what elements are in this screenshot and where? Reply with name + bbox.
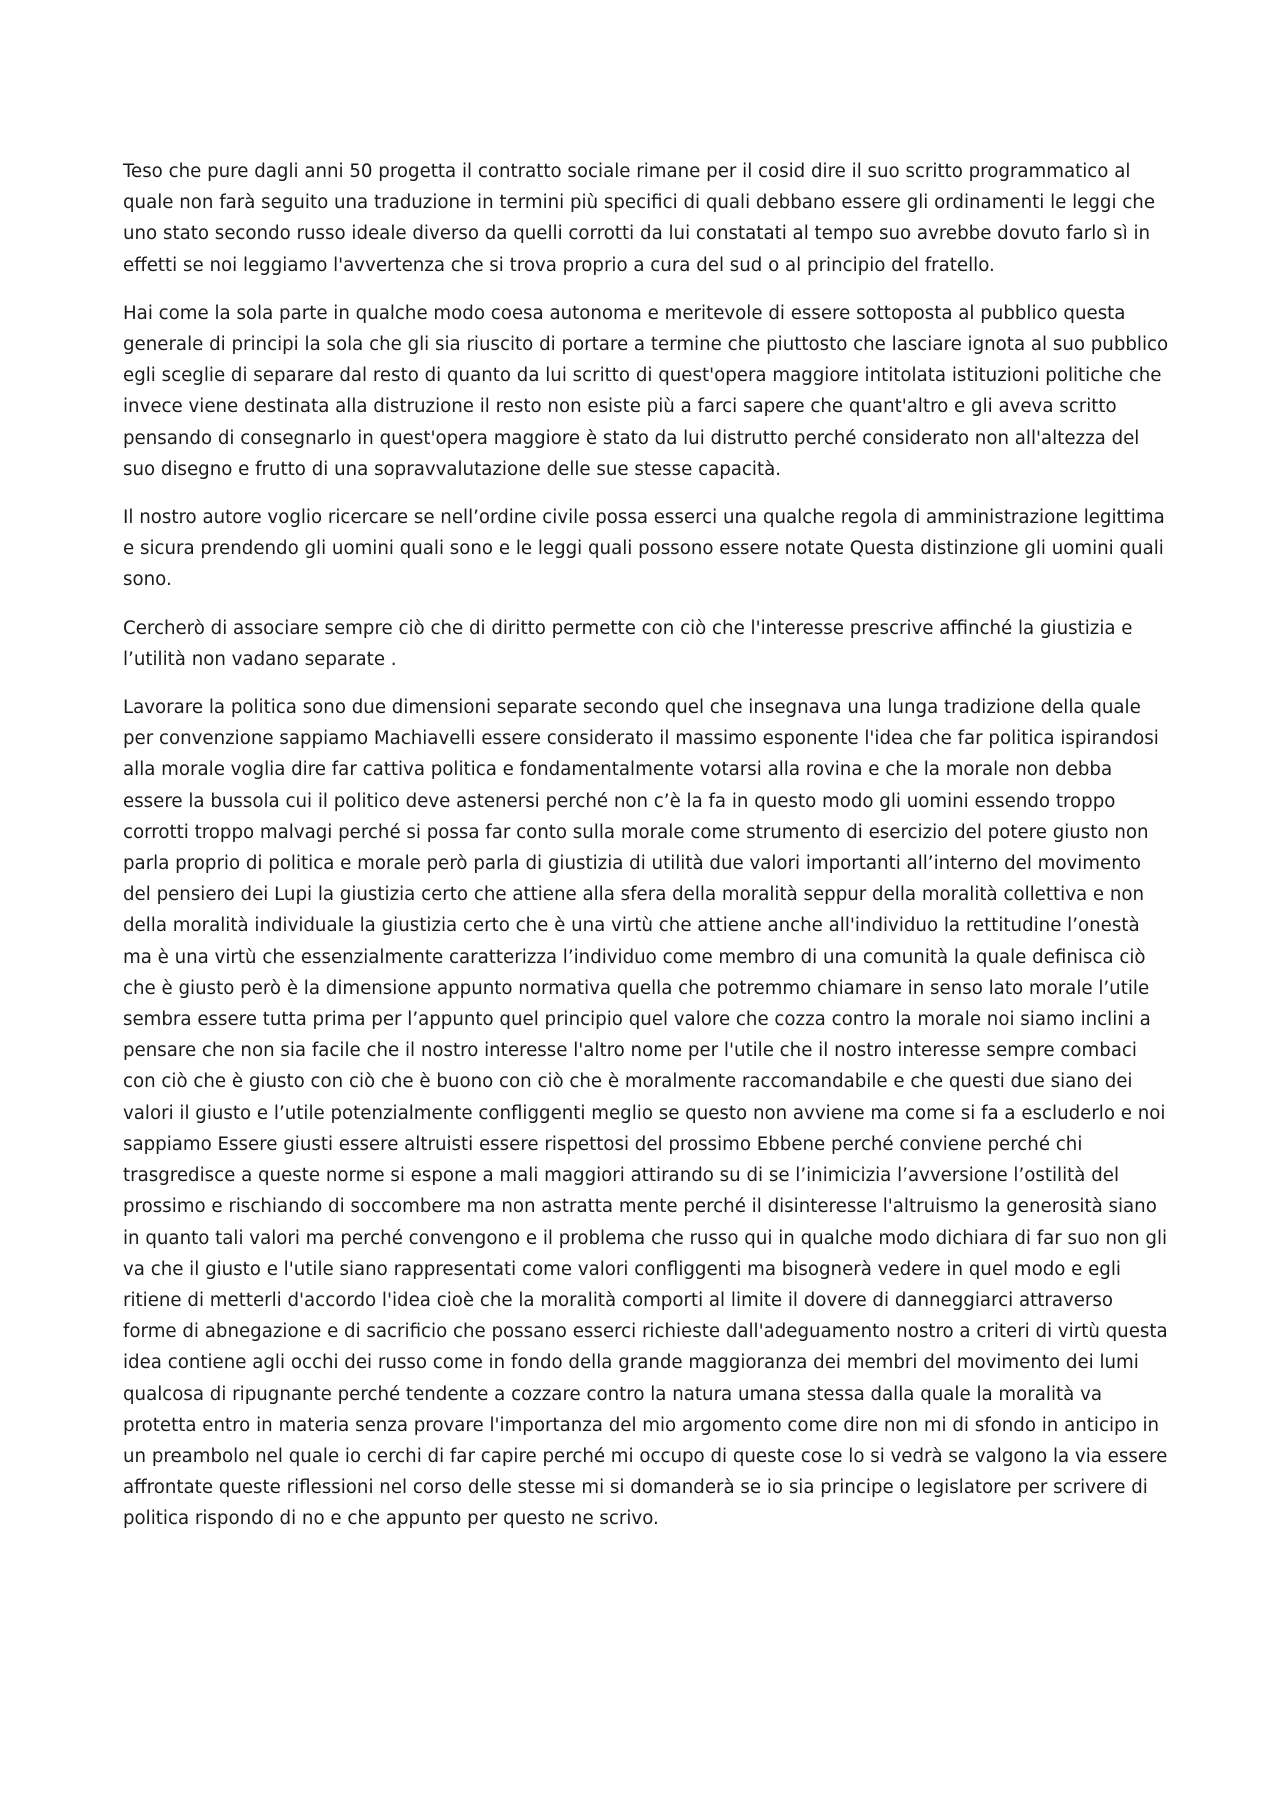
paragraph-3: Il nostro autore voglio ricercare se nell’ordine civile possa esserci una qualche regola di amministrazione legittima e sicura prendendo gli uomini quali sono e le leggi quali possono essere notate Questa distinzione gli uomini quali sono. [123,507,1165,591]
paragraph-2: Hai come la sola parte in qualche modo coesa autonoma e meritevole di essere sottoposta al pubblico questa generale di principi la sola che gli sia riuscito di portare a termine che piuttosto che lasciare ignota al suo pubblico egli sceglie di separare dal resto di quanto da lui scritto di quest'opera maggiore intitolata istituzioni politiche che invece viene destinata alla distruzione il resto non esiste più a farci sapere che quant'altro e gli aveva scritto pensando di consegnarlo in quest'opera maggiore è stato da lui distrutto perché considerato non all'altezza del suo disegno e frutto di una sopravvalutazione delle sue stesse capacità. [123,302,1169,480]
document-body [123,156,1169,1552]
paragraph-1: Teso che pure dagli anni 50 progetta il contratto sociale rimane per il cosid dire il suo scritto programmatico al quale non farà seguito una traduzione in termini più specifici di quali debbano essere gli ordinamenti le leggi che uno stato secondo russo ideale diverso da quelli corrotti da lui constatati al tempo suo avrebbe dovuto farlo sì in effetti se noi leggiamo l'avvertenza che si trova proprio a cura del sud o al principio del fratello. [123,161,1156,276]
paragraph-5: Lavorare la politica sono due dimensioni separate secondo quel che insegnava una lunga tradizione della quale per convenzione sappiamo Machiavelli essere considerato il massimo esponente l'idea che far politica ispirandosi alla morale voglia dire far cattiva politica e fondamentalmente votarsi alla rovina e che la morale non debba essere la bussola cui il politico deve astenersi perché non c’è la fa in questo modo gli uomini essendo troppo corrotti troppo malvagi perché si possa far conto sulla morale come strumento di esercizio del potere giusto non parla proprio di politica e morale però parla di giustizia di utilità due valori importanti all’interno del movimento del pensiero dei Lupi la giustizia certo che attiene alla sfera della moralità seppur della moralità collettiva e non della moralità individuale la giustizia certo che è una virtù che attiene anche all'individuo la rettitudine l’onestà ma è una virtù che essenzialmente caratterizza l’individuo come membro di una comunità la quale definisca ciò che è giusto però è la dimensione appunto normativa quella che potremmo chiamare in senso lato morale l’utile sembra essere tutta prima per l’appunto quel principio quel valore che cozza contro la morale noi siamo inclini a pensare che non sia facile che il nostro interesse l'altro nome per l'utile che il nostro interesse sempre combaci con ciò che è giusto con ciò che è buono con ciò che è moralmente raccomandabile e che questi due siano dei valori il giusto e l’utile potenzialmente confliggenti meglio se questo non avviene ma come si fa a escluderlo e noi sappiamo Essere giusti essere altruisti essere rispettosi del prossimo Ebbene perché conviene perché chi trasgredisce a queste norme si espone a mali maggiori attirando su di se l’inimicizia l’avversione l’ostilità del prossimo e rischiando di soccombere ma non astratta mente perché il disinteresse l'altruismo la generosità siano in quanto tali valori ma perché convengono e il problema che russo qui in qualche modo dichiara di far suo non gli va che il giusto e l'utile siano rappresentati come valori confliggenti ma bisognerà vedere in quel modo e egli ritiene di metterli d'accordo l'idea cioè che la moralità comporti al limite il dovere di danneggiarci attraverso forme di abnegazione e di sacrificio che possano esserci richieste dall'adeguamento nostro a criteri di virtù questa idea contiene agli occhi dei russo come in fondo della grande maggioranza dei membri del movimento dei lumi qualcosa di ripugnante perché tendente a cozzare contro la natura umana stessa dalla quale la moralità va protetta entro in materia senza provare l'importanza del mio argomento come dire non mi di sfondo in anticipo in un preambolo nel quale io cerchi di far capire perché mi occupo di queste cose lo si vedrà se valgono la via essere affrontate queste riflessioni nel corso delle stesse mi si domanderà se io sia principe o legislatore per scrivere di politica rispondo di no e che appunto per questo ne scrivo. [123,697,1168,1530]
paragraph-4: Cercherò di associare sempre ciò che di diritto permette con ciò che l'interesse prescrive affinché la giustizia e l’utilità non vadano separate . [123,617,1133,670]
